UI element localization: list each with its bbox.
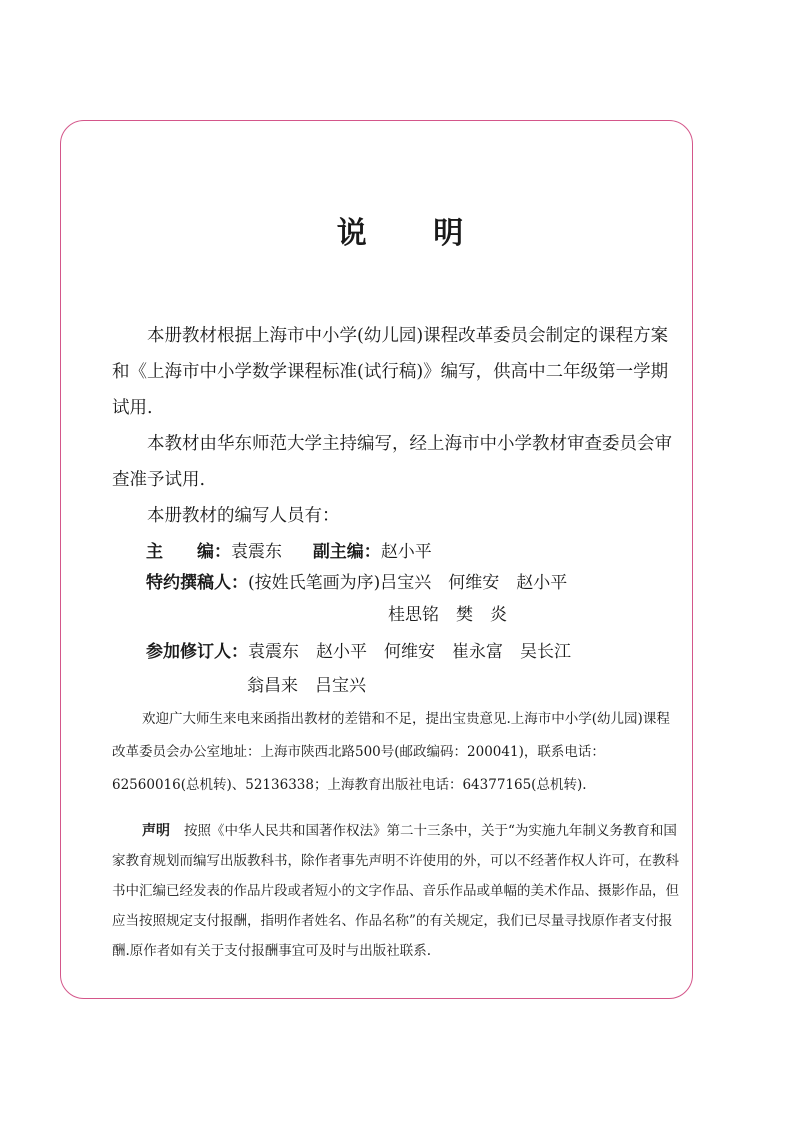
- writers-names-line2: 桂思铭 樊 炎: [388, 605, 507, 625]
- chief-editor-row: [146, 537, 432, 562]
- revisers-names-line2: 翁昌来 吕宝兴: [247, 676, 366, 696]
- welcome-notice: 欢迎广大师生来电来函指出教材的差错和不足，提出宝贵意见.上海市中小学(幼儿园)课程改革委员会办公室地址：上海市陕西北路500号(邮政编码：200041)，联系电话：62560016(总机转)、52136338；上海教育出版社电话：64377165(总机转).: [112, 711, 670, 793]
- writers-names-line1: 吕宝兴 何维安 赵小平: [380, 573, 568, 593]
- deputy-editor-name: 赵小平: [380, 542, 432, 562]
- revisers-row: [146, 637, 571, 662]
- declaration-text: 按照《中华人民共和国著作权法》第二十三条中，关于“为实施九年制义务教育和国家教育规划而编写出版教科书，除作者事先声明不许使用的外，可以不经著作权人许可，在教科书中汇编已经发表的作品片段或者短小的文字作品、音乐作品或单幅的美术作品、摄影作品，但应当按照规定支付报酬，指明作者姓名、作品名称”的有关规定，我们已尽量寻找原作者支付报酬.原作者如有关于支付报酬事宜可及时与出版社联系.: [112, 823, 679, 959]
- writers-label: 特约撰稿人：: [146, 573, 248, 593]
- chief-editor-label: 主 编：: [146, 542, 231, 562]
- staff-intro: 本册教材的编写人员有：: [147, 506, 340, 526]
- writers-row: [146, 568, 567, 593]
- writers-note: (按姓氏笔画为序): [248, 573, 381, 593]
- intro-paragraph: 本册教材根据上海市中小学(幼儿园)课程改革委员会制定的课程方案和《上海市中小学数学课程标准(试行稿)》编写，供高中二年级第一学期试用.: [112, 326, 669, 418]
- declaration-label: 声明: [142, 823, 170, 839]
- chief-editor-name: 袁震东: [231, 542, 282, 562]
- revisers-label: 参加修订人：: [146, 642, 248, 662]
- deputy-editor-label: 副主编：: [312, 542, 381, 562]
- copyright-declaration: [112, 816, 680, 966]
- page-title: 说 明: [336, 216, 492, 251]
- revisers-names-line1: 袁震东 赵小平 何维安 崔永富 吴长江: [248, 642, 571, 662]
- editor-paragraph: 本教材由华东师范大学主持编写，经上海市中小学教材审查委员会审查准予试用.: [112, 434, 672, 490]
